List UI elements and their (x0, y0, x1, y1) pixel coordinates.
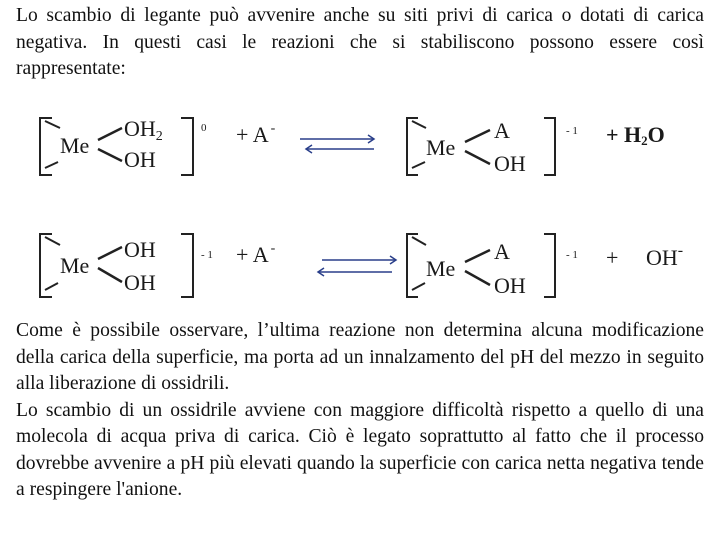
bottom-ligand: OH (494, 151, 526, 176)
explanation-text-2: Lo scambio di un ossidrile avviene con maggiore difficoltà rispetto a quello di una molecola di acqua priva di carica. Ciò è legato soprattutto al fatto che il processo dovrebbe avvenire a pH più elevati quando la superficie con carica netta negativa tende a respingere l'anione. (16, 399, 704, 500)
metal-symbol: Me (60, 253, 90, 278)
product-plus: + (606, 245, 619, 270)
surface-hatch (412, 121, 426, 168)
product-hydroxide: OH- (646, 242, 684, 270)
intro-text: Lo scambio di legante può avvenire anche su siti privi di carica o dotati di carica negativa. In questi casi le reazioni che si stabiliscono possono essere così rappresentate: (16, 5, 704, 79)
reagent: + A - (236, 241, 276, 267)
product-water: + H2O (606, 122, 665, 148)
top-ligand: A (494, 118, 510, 143)
bracket-right-close (544, 118, 555, 175)
surface-hatch (45, 237, 60, 290)
explanation-text-1: Come è possibile osservare, l’ultima reazione non determina alcuna modificazione della carica della superficie, ma porta ad un innalzamento del pH del mezzo in seguito alla liberazione di ossidrili. (16, 320, 704, 394)
metal-symbol: Me (426, 135, 456, 160)
ligand-bonds (465, 130, 490, 164)
reagent: + A - (236, 121, 276, 147)
left-charge: - 1 (201, 249, 213, 261)
right-charge: - 1 (566, 249, 578, 261)
surface-hatch (412, 237, 426, 290)
bracket-left-close (181, 234, 193, 297)
top-ligand: OH (124, 237, 156, 262)
ligand-bonds (465, 250, 490, 285)
metal-symbol: Me (60, 133, 90, 158)
bracket-left-close (181, 118, 193, 175)
bottom-ligand: OH (494, 273, 526, 298)
explanation-paragraph (16, 318, 704, 504)
surface-hatch (45, 121, 60, 168)
ligand-bonds (98, 247, 122, 282)
top-ligand: A (494, 239, 510, 264)
ligand-bonds (98, 128, 122, 161)
left-charge: 0 (201, 122, 207, 134)
metal-symbol: Me (426, 256, 456, 281)
reaction-1 (40, 116, 665, 176)
bottom-ligand: OH (124, 270, 156, 295)
bracket-right-close (544, 234, 555, 297)
reaction-2 (40, 234, 683, 298)
top-ligand: OH2 (124, 116, 163, 144)
bottom-ligand: OH (124, 147, 156, 172)
right-charge: - 1 (566, 125, 578, 137)
